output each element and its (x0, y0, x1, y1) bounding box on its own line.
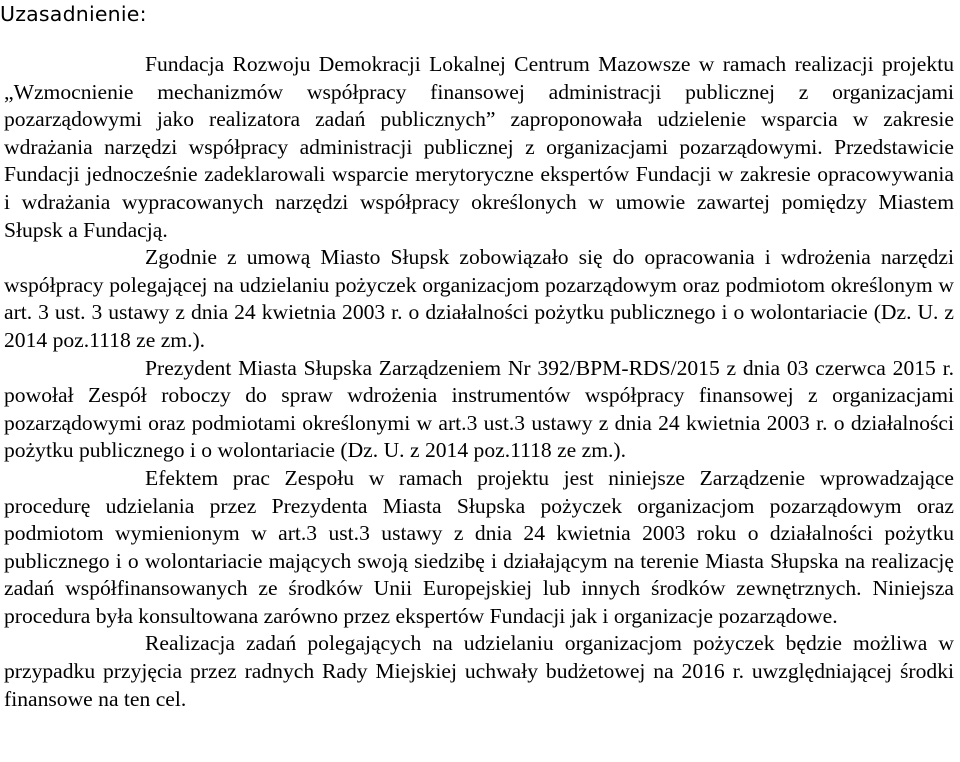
paragraph-procedure: Efektem prac Zespołu w ramach projektu jest niniejsze Zarządzenie wprowadzające procedurę udzielania przez Prezydenta Miasta Słupska pożyczek organizacjom pozarządowym oraz podmiotom wymienionym w art.3 ust.3 ustawy z dnia 24 kwietnia 2003 roku o działalności pożytku publicznego i o wolontariacie mających swoją siedzibę i działającym na terenie Miasta Słupska na realizację zadań współfinansowanych ze środków Unii Europejskiej lub innych środków zewnętrznych. Niniejsza procedura była konsultowana zarówno przez ekspertów Fundacji jak i organizacje pozarządowe. (4, 465, 954, 628)
paragraph-project-support: Fundacja Rozwoju Demokracji Lokalnej Centrum Mazowsze w ramach realizacji projektu „Wzmocnienie mechanizmów współpracy finansowej administracji publicznej z organizacjami pozarządowymi jako realizatora zadań publicznych” zaproponowała udzielenie wsparcia w zakresie wdrażania narzędzi współpracy administracji publicznej z organizacjami pozarządowymi. Przedstawicie Fundacji jednocześnie zadeklarowali wsparcie merytoryczne ekspertów Fundacji w zakresie opracowywania i wdrażania wypracowanych narzędzi współpracy określonych w umowie zawartej pomiędzy Miastem Słupsk a Fundacją. (4, 52, 954, 242)
justification-body (4, 51, 954, 713)
paragraph-budget: Realizacja zadań polegających na udzielaniu organizacjom pożyczek będzie możliwa w przypadku przyjęcia przez radnych Rady Miejskiej uchwały budżetowej na 2016 r. uwzględniającej środki finansowe na ten cel. (4, 631, 954, 711)
paragraph-working-team: Prezydent Miasta Słupska Zarządzeniem Nr 392/BPM-RDS/2015 z dnia 03 czerwca 2015 r. powołał Zespół roboczy do spraw wdrożenia instrumentów współpracy finansowej z organizacjami pozarządowymi oraz podmiotami określonymi w art.3 ust.3 ustawy z dnia 24 kwietnia 2003 r. o działalności pożytku publicznego i o wolontariacie (Dz. U. z 2014 poz.1118 ze zm.). (4, 355, 954, 463)
paragraph-agreement: Zgodnie z umową Miasto Słupsk zobowiązało się do opracowania i wdrożenia narzędzi współpracy polegającej na udzielaniu pożyczek organizacjom pozarządowym oraz podmiotom określonym w art. 3 ust. 3 ustawy z dnia 24 kwietnia 2003 r. o działalności pożytku publicznego i o wolontariacie (Dz. U. z 2014 poz.1118 ze zm.). (4, 245, 954, 352)
document-heading: Uzasadnienie: (0, 2, 147, 26)
